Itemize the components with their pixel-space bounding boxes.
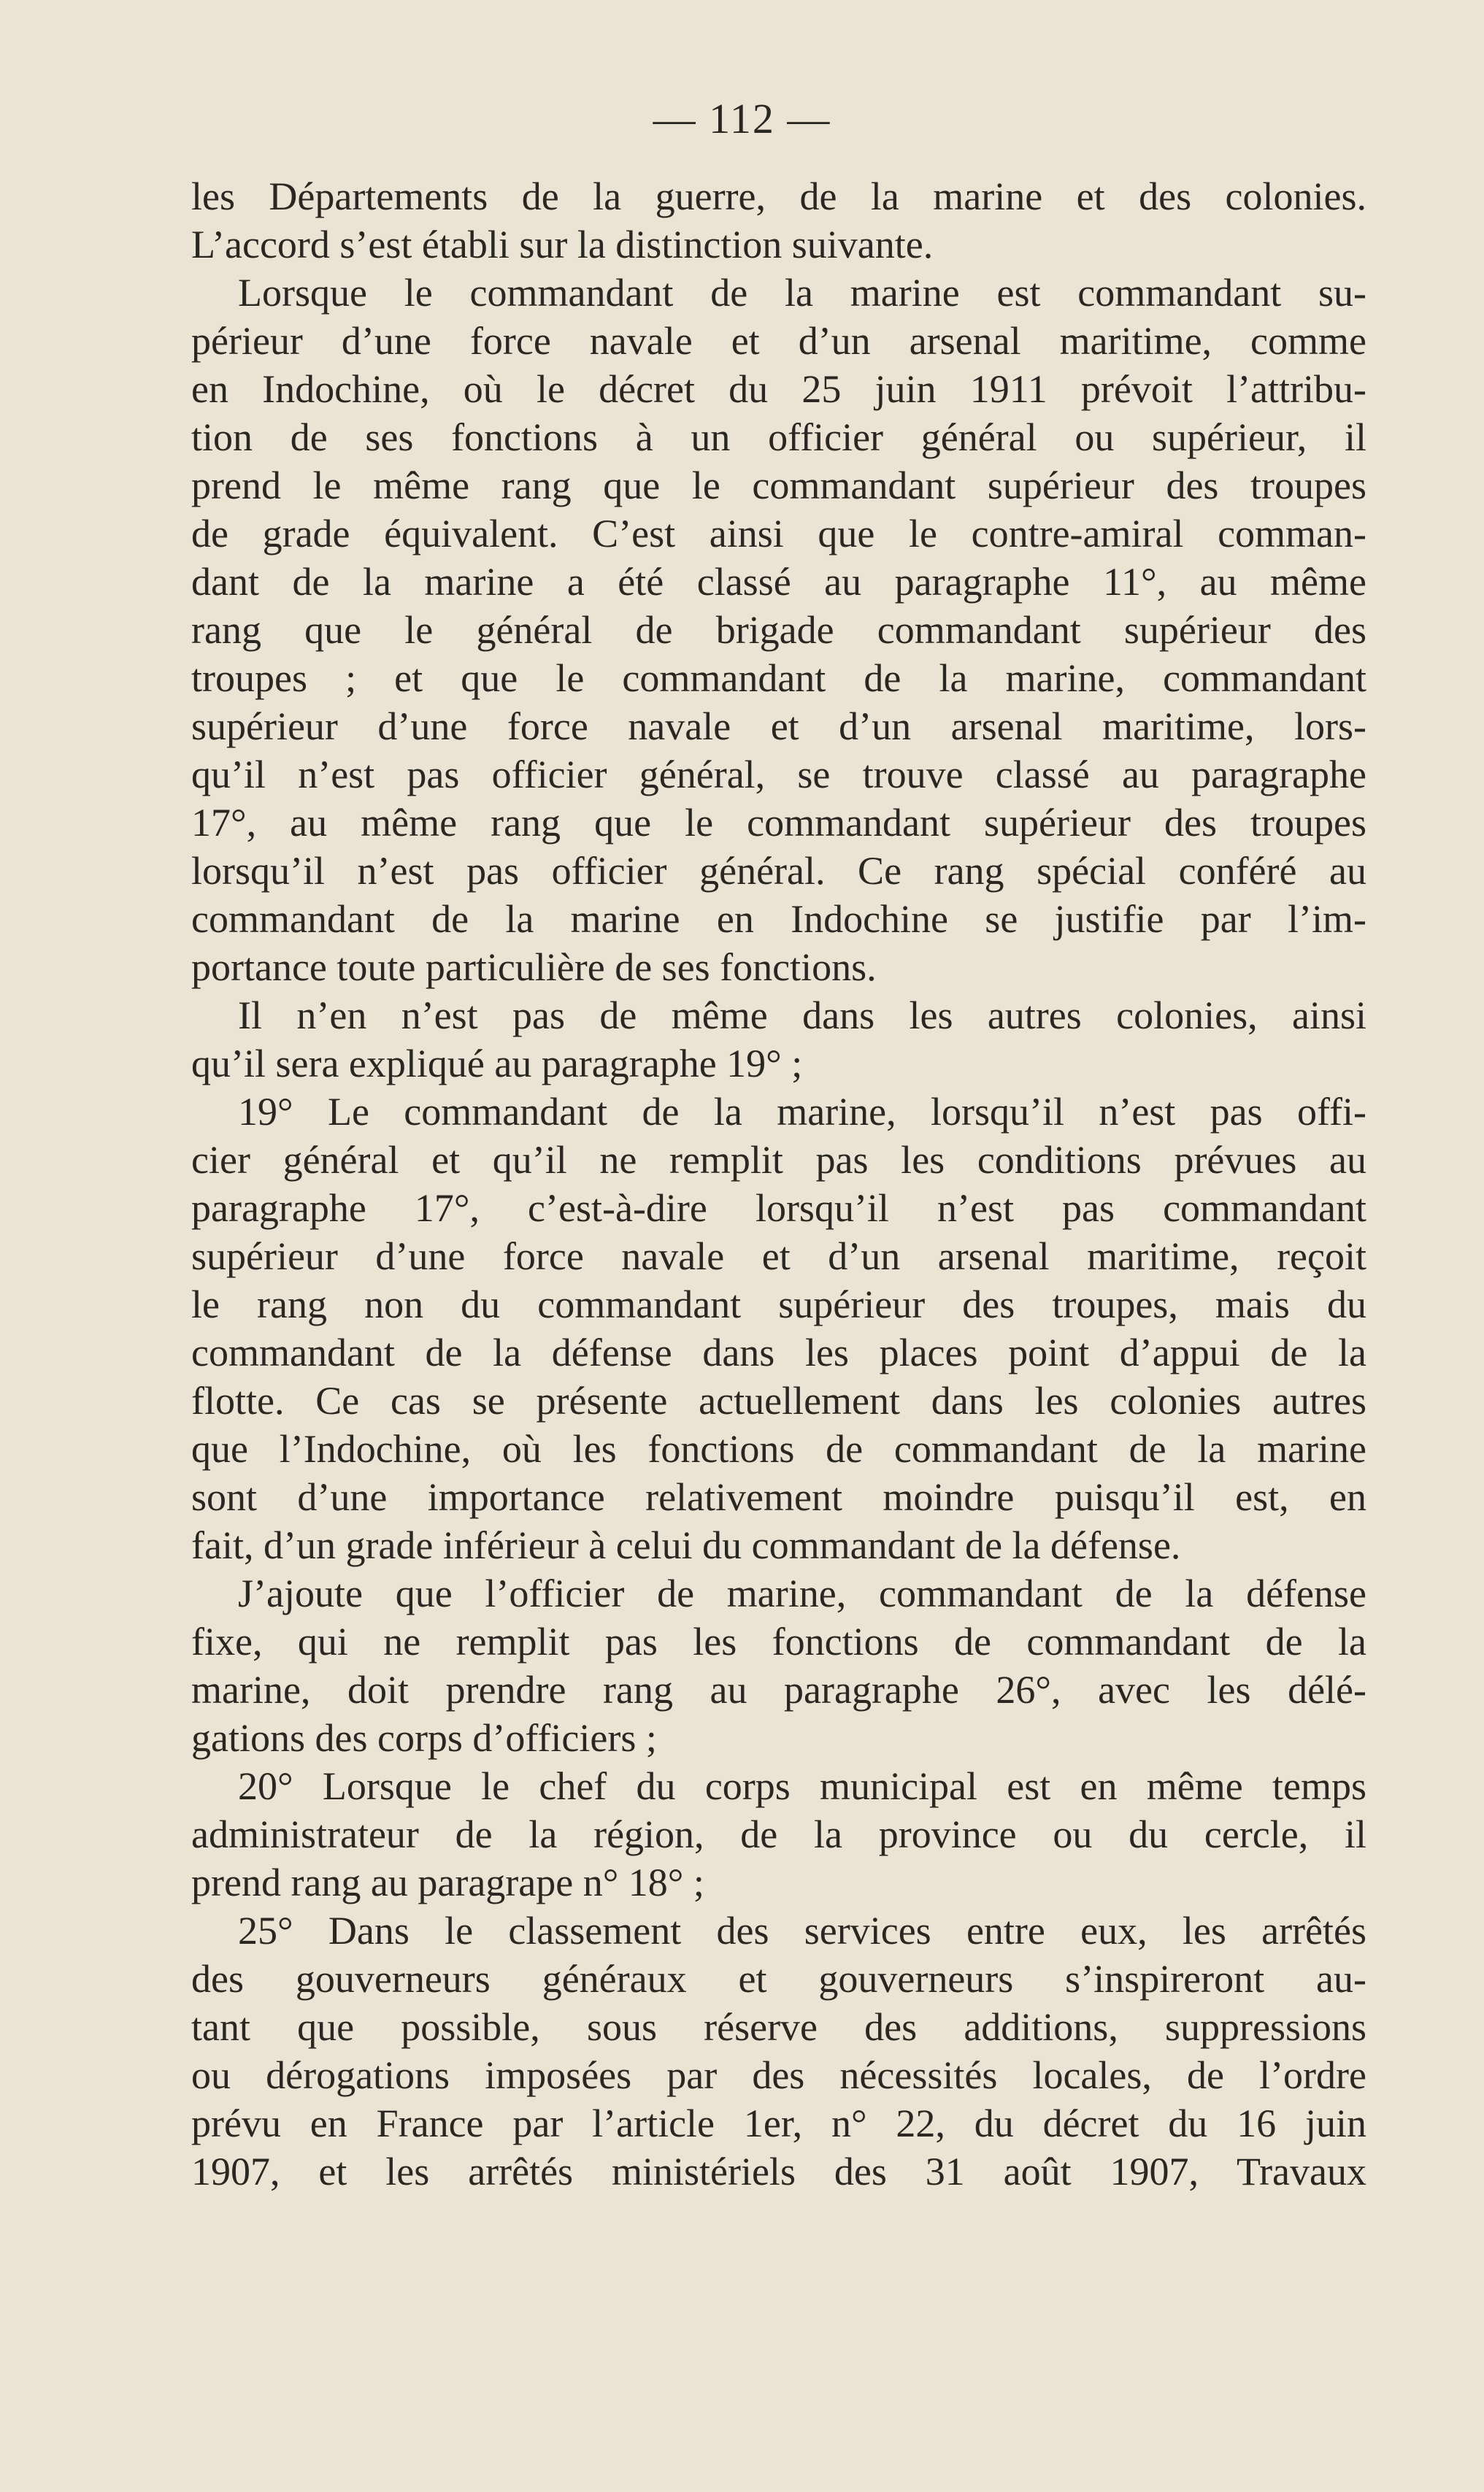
text-line: qu’il sera expliqué au paragraphe 19° ; xyxy=(191,1042,803,1085)
text-line: prend le même rang que le commandant supérieur des troupes xyxy=(191,464,1366,507)
text-line: que l’Indochine, où les fonctions de commandant de la marine xyxy=(191,1427,1366,1471)
text-line: fixe, qui ne remplit pas les fonctions de commandant de la xyxy=(191,1620,1366,1664)
text-line: L’accord s’est établi sur la distinction suivante. xyxy=(191,223,934,266)
text-line: ou dérogations imposées par des nécessités locales, de l’ordre xyxy=(191,2053,1366,2097)
text-line: supérieur d’une force navale et d’un arsenal maritime, reçoit xyxy=(191,1234,1366,1278)
text-line: administrateur de la région, de la province ou du cercle, il xyxy=(191,1812,1366,1856)
text-line: flotte. Ce cas se présente actuellement dans les colonies autres xyxy=(191,1379,1366,1423)
text-line: des gouverneurs généraux et gouverneurs s’inspireront au- xyxy=(191,1957,1366,2001)
page-number: — 112 — xyxy=(653,95,831,142)
text-line: gations des corps d’officiers ; xyxy=(191,1716,657,1760)
text-line: portance toute particulière de ses fonctions. xyxy=(191,945,877,989)
text-line: rang que le général de brigade commandant supérieur des xyxy=(191,608,1366,652)
text-line: 1907, et les arrêtés ministériels des 31 août 1907, Travaux xyxy=(191,2150,1366,2193)
text-line: les Départements de la guerre, de la marine et des colonies. xyxy=(191,174,1366,218)
text-line: tant que possible, sous réserve des additions, suppressions xyxy=(191,2005,1366,2049)
text-line: 20° Lorsque le chef du corps municipal est en même temps xyxy=(238,1764,1366,1808)
text-line: dant de la marine a été classé au paragraphe 11°, au même xyxy=(191,560,1366,604)
text-line: cier général et qu’il ne remplit pas les conditions prévues au xyxy=(191,1138,1366,1182)
text-line: fait, d’un grade inférieur à celui du commandant de la défense. xyxy=(191,1523,1181,1567)
text-line: Lorsque le commandant de la marine est commandant su- xyxy=(238,271,1366,315)
text-line: supérieur d’une force navale et d’un arsenal maritime, lors- xyxy=(191,704,1366,748)
text-line: commandant de la marine en Indochine se justifie par l’im- xyxy=(191,897,1366,941)
text-line: Il n’en n’est pas de même dans les autres colonies, ainsi xyxy=(238,993,1366,1037)
text-line: sont d’une importance relativement moindre puisqu’il est, en xyxy=(191,1475,1366,1519)
text-line: troupes ; et que le commandant de la marine, commandant xyxy=(191,656,1366,700)
text-line: marine, doit prendre rang au paragraphe 26°, avec les délé- xyxy=(191,1668,1366,1712)
text-line: paragraphe 17°, c’est-à-dire lorsqu’il n’est pas commandant xyxy=(191,1186,1366,1230)
text-line: 19° Le commandant de la marine, lorsqu’il n’est pas offi- xyxy=(238,1090,1366,1134)
text-line: lorsqu’il n’est pas officier général. Ce rang spécial conféré au xyxy=(191,849,1366,893)
text-line: tion de ses fonctions à un officier général ou supérieur, il xyxy=(191,415,1366,459)
text-line: J’ajoute que l’officier de marine, commandant de la défense xyxy=(238,1572,1366,1615)
text-line: en Indochine, où le décret du 25 juin 1911 prévoit l’attribu- xyxy=(191,367,1366,411)
text-line: prend rang au paragrape n° 18° ; xyxy=(191,1861,704,1904)
text-line: commandant de la défense dans les places point d’appui de la xyxy=(191,1331,1366,1374)
text-line: qu’il n’est pas officier général, se trouve classé au paragraphe xyxy=(191,753,1366,796)
text-line: 25° Dans le classement des services entre eux, les arrêtés xyxy=(238,1909,1366,1953)
body-text xyxy=(191,172,1366,2196)
text-line: de grade équivalent. C’est ainsi que le contre-amiral comman- xyxy=(191,512,1366,555)
text-line: le rang non du commandant supérieur des troupes, mais du xyxy=(191,1282,1366,1326)
text-line: 17°, au même rang que le commandant supérieur des troupes xyxy=(191,801,1366,845)
text-line: prévu en France par l’article 1er, n° 22, du décret du 16 juin xyxy=(191,2101,1366,2145)
text-line: périeur d’une force navale et d’un arsenal maritime, comme xyxy=(191,319,1366,363)
